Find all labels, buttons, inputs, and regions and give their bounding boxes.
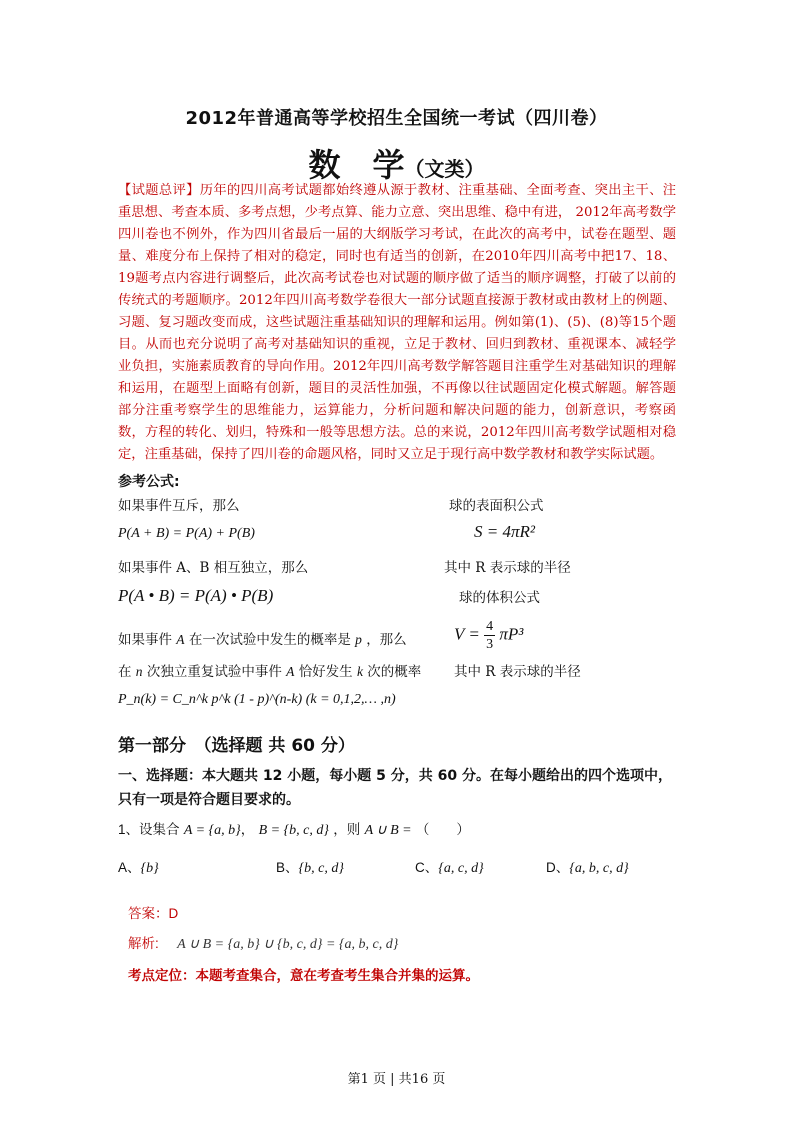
formula-note-radius-1: 其中 R 表示球的半径 [444, 560, 571, 576]
page-footer: 第1 页 | 共16 页 [347, 1072, 446, 1087]
analysis-label: 解析: [128, 936, 159, 951]
formula-label-probability: 如果事件 A 在一次试验中发生的概率是 p ，那么 [118, 632, 407, 648]
formula-sphere-area: S = 4πR² [474, 522, 535, 541]
formula-label-sphere-area: 球的表面积公式 [449, 498, 544, 514]
knowledge-point: 考点定位：本题考查集合，意在考查考生集合并集的运算。 [128, 968, 479, 983]
subject-type: （文类） [404, 157, 485, 181]
formula-label-bernoulli: 在 n 次独立重复试验中事件 A 恰好发生 k 次的概率 [118, 664, 422, 680]
question-1-stem: 1、设集合 A = {a, b}， B = {b, c, d} ，则 A ∪ B = （ ） [118, 822, 470, 838]
subject-name: 数 学 [308, 146, 405, 184]
option-d: D、{a, b, c, d} [546, 860, 629, 876]
analysis-line [128, 932, 398, 953]
exam-title: 2012年普通高等学校招生全国统一考试（四川卷） [185, 108, 608, 129]
answer-text: 答案：D [128, 906, 179, 921]
formula-multiplication: P(A • B) = P(A) • P(B) [118, 586, 274, 605]
formula-sphere-volume: V = $\frac{4}{3}$ πP³ [454, 619, 524, 652]
section-instruction: 一、选择题：本大题共 12 小题，每小题 5 分，共 60 分。在每小题给出的四个选项中，只有一项是符合题目要求的。 [118, 768, 672, 808]
formula-addition: P(A + B) = P(A) + P(B) [118, 526, 255, 541]
review-text: 【试题总评】历年的四川高考试题都始终遵从源于教材、注重基础、全面考查、突出主干、注重思想、考查本质、多考点想，少考点算、能力立意、突出思维、稳中有进， 2012年高考数学四川卷也不例外，作为四川省最后一届的大纲版学习考试，在此次的高考中，试卷在题型、题量、难度分布上保持了相对的稳定，同时也有适当的创新，在2010年四川高考中把17、18、19题考点内容进行调整后，此次高考试卷也对试题的顺序做了适当的顺序调整，打破了以前的传统式的考题顺序。2012年四川高考数学卷很大一部分试题直接源于教材或由教材上的例题、习题、复习题改变而成，这些试题注重基础知识的理解和运用。例如第(1)、(5)、(8)等15个题目。从而也充分说明了高考对基础知识的重视，立足于教材、回归到教材、重视课本、减轻学业负担，实施素质教育的导向作用。2012年四川高考数学解答题目注重学生对基础知识的理解和运用，在题型上面略有创新，题目的灵活性加强，不再像以往试题固定化模式解题。解答题部分注重考察学生的思维能力，运算能力，分析问题和解决问题的能力，创新意识，考察函数，方程的转化、划归，特殊和一般等思想方法。总的来说，2012年四川高考数学试题相对稳定，注重基础，保持了四川卷的命题风格，同时又立足于现行高中数学教材和教学实际试题。 [118, 183, 676, 462]
exam-review [118, 180, 676, 466]
section-title: 第一部分 （选择题 共 60 分） [118, 736, 355, 756]
formula-bernoulli: P_n(k) = C_n^k p^k (1 - p)^(n-k) (k = 0,1,2,… ,n) [118, 692, 396, 707]
option-c: C、{a, c, d} [415, 860, 484, 876]
fraction-four-thirds: $\frac{4}{3}$ [486, 619, 494, 652]
formula-label-sphere-volume: 球的体积公式 [459, 590, 540, 606]
option-b: B、{b, c, d} [276, 860, 344, 876]
formulas-heading: 参考公式: [118, 474, 180, 490]
option-a: A、{b} [118, 860, 159, 876]
formula-label-independent: 如果事件 A、B 相互独立，那么 [118, 560, 309, 576]
formula-note-radius-2: 其中 R 表示球的半径 [454, 664, 581, 680]
analysis-math: A ∪ B = {a, b} ∪ {b, c, d} = {a, b, c, d} [177, 937, 399, 952]
formula-label-exclusive: 如果事件互斥，那么 [118, 498, 240, 514]
